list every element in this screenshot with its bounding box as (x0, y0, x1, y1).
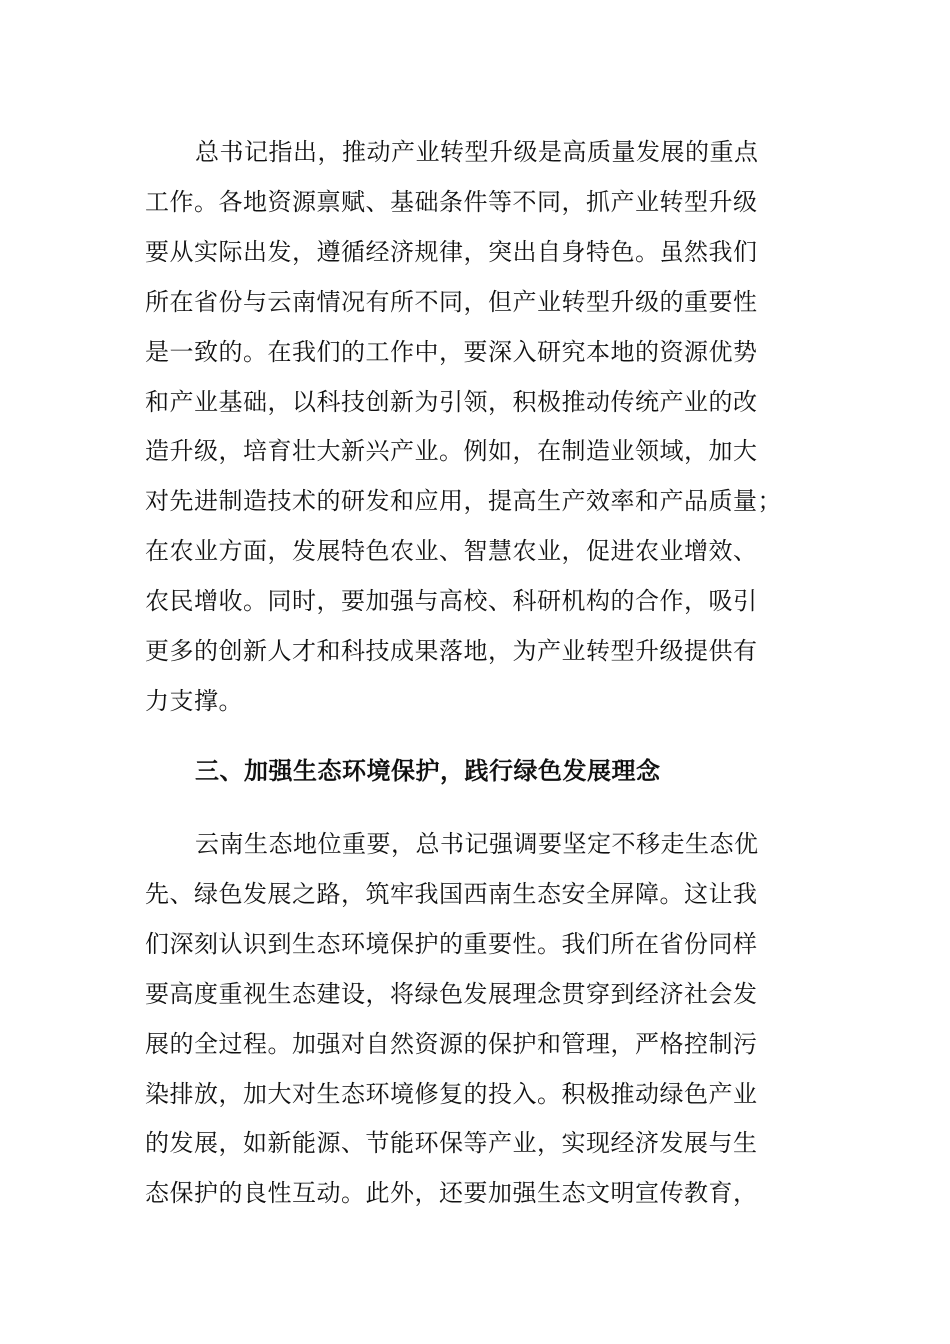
paragraph-line: 农民增收。同时，要加强与高校、科研机构的合作，吸引 (145, 587, 758, 615)
paragraph-line: 染排放，加大对生态环境修复的投入。积极推动绿色产业 (145, 1080, 758, 1108)
paragraph-line: 力支撑。 (145, 687, 243, 715)
paragraph-line: 态保护的良性互动。此外，还要加强生态文明宣传教育， (145, 1179, 758, 1207)
paragraph-line: 对先进制造技术的研发和应用，提高生产效率和产品质量； (145, 487, 782, 515)
paragraph-line: 工作。各地资源禀赋、基础条件等不同，抓产业转型升级 (145, 188, 758, 216)
paragraph-line: 先、绿色发展之路，筑牢我国西南生态安全屏障。这让我 (145, 880, 758, 908)
paragraph-line: 造升级，培育壮大新兴产业。例如，在制造业领域，加大 (145, 437, 758, 465)
paragraph-line: 要从实际出发，遵循经济规律，突出自身特色。虽然我们 (145, 238, 758, 266)
paragraph-line: 所在省份与云南情况有所不同，但产业转型升级的重要性 (145, 288, 758, 316)
paragraph-line: 更多的创新人才和科技成果落地，为产业转型升级提供有 (145, 637, 758, 665)
section-heading: 三、加强生态环境保护，践行绿色发展理念 (195, 757, 661, 785)
paragraph-line: 的发展，如新能源、节能环保等产业，实现经济发展与生 (145, 1129, 758, 1157)
paragraph-line: 是一致的。在我们的工作中，要深入研究本地的资源优势 (145, 338, 758, 366)
paragraph-line: 展的全过程。加强对自然资源的保护和管理，严格控制污 (145, 1030, 758, 1058)
paragraph-line: 总书记指出，推动产业转型升级是高质量发展的重点 (195, 138, 759, 166)
paragraph-line: 和产业基础，以科技创新为引领，积极推动传统产业的改 (145, 388, 758, 416)
paragraph-line: 要高度重视生态建设，将绿色发展理念贯穿到经济社会发 (145, 980, 758, 1008)
paragraph-line: 在农业方面，发展特色农业、智慧农业，促进农业增效、 (145, 537, 758, 565)
paragraph-line: 云南生态地位重要，总书记强调要坚定不移走生态优 (195, 830, 759, 858)
paragraph-line: 们深刻认识到生态环境保护的重要性。我们所在省份同样 (145, 930, 758, 958)
